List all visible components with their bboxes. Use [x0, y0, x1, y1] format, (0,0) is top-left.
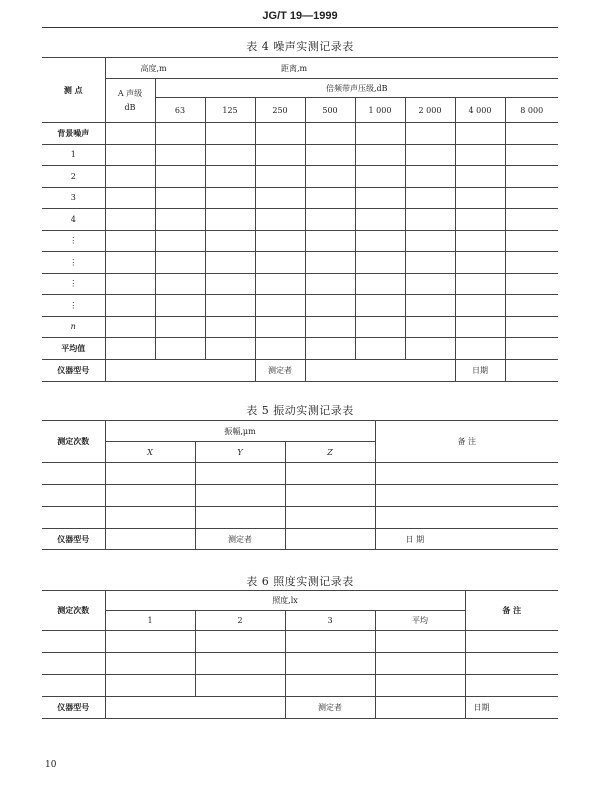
data-cell[interactable] — [305, 187, 355, 209]
noise-record-table — [42, 57, 558, 382]
axis-z: Z — [285, 442, 375, 463]
a-level-header — [105, 79, 155, 123]
data-cell[interactable] — [405, 338, 455, 360]
data-cell[interactable] — [405, 230, 455, 252]
data-cell[interactable] — [255, 252, 305, 274]
table-row — [42, 273, 558, 295]
freq-250: 250 — [255, 98, 305, 123]
tester-label: 测定者 — [255, 359, 305, 381]
data-cell[interactable] — [255, 338, 305, 360]
data-cell[interactable] — [105, 316, 155, 338]
data-cell[interactable] — [255, 209, 305, 231]
reading-2: 2 — [195, 611, 285, 631]
distance-label: 距离,m — [255, 58, 558, 79]
data-cell[interactable] — [255, 316, 305, 338]
data-cell[interactable] — [505, 273, 558, 295]
data-cell[interactable] — [105, 338, 155, 360]
illuminance-record-table — [42, 590, 558, 719]
data-cell[interactable] — [105, 273, 155, 295]
reading-3: 3 — [285, 611, 375, 631]
freq-4000: 4 000 — [455, 98, 505, 123]
data-cell[interactable] — [505, 209, 558, 231]
data-cell[interactable] — [405, 166, 455, 188]
data-cell[interactable] — [205, 316, 255, 338]
data-cell[interactable] — [505, 187, 558, 209]
data-cell[interactable] — [355, 273, 405, 295]
row-label: 1 — [42, 144, 105, 166]
data-cell[interactable] — [455, 273, 505, 295]
data-cell[interactable] — [155, 273, 205, 295]
data-cell[interactable] — [105, 187, 155, 209]
data-cell[interactable] — [505, 166, 558, 188]
row-label: ⋮ — [42, 230, 105, 252]
data-cell[interactable] — [155, 123, 205, 145]
remarks-header: 备 注 — [375, 421, 558, 463]
data-cell[interactable] — [305, 273, 355, 295]
data-cell[interactable] — [355, 209, 405, 231]
data-cell[interactable] — [505, 316, 558, 338]
data-cell[interactable] — [405, 123, 455, 145]
data-cell[interactable] — [455, 295, 505, 317]
instrument-value[interactable] — [105, 359, 255, 381]
table-row — [42, 166, 558, 188]
data-cell[interactable] — [505, 338, 558, 360]
data-cell[interactable] — [305, 144, 355, 166]
data-cell[interactable] — [155, 166, 205, 188]
data-cell[interactable] — [355, 166, 405, 188]
row-label: ⋮ — [42, 273, 105, 295]
data-cell[interactable] — [105, 252, 155, 274]
instrument-label: 仪器型号 — [42, 359, 105, 381]
data-cell[interactable] — [105, 230, 155, 252]
data-cell[interactable] — [155, 338, 205, 360]
data-cell[interactable] — [355, 295, 405, 317]
date-label: 日 期 — [375, 529, 558, 550]
data-cell[interactable] — [505, 144, 558, 166]
data-cell[interactable] — [455, 209, 505, 231]
row-label: n — [42, 316, 105, 338]
instrument-value[interactable] — [105, 697, 285, 719]
tester-label: 测定者 — [285, 697, 375, 719]
height-label: 高度,m — [105, 58, 255, 79]
a-level-unit: dB — [124, 102, 136, 112]
data-cell[interactable] — [355, 123, 405, 145]
data-cell[interactable] — [305, 338, 355, 360]
data-cell[interactable] — [255, 144, 305, 166]
data-cell[interactable] — [355, 230, 405, 252]
table-row — [42, 653, 558, 675]
amplitude-label: 振幅,μm — [105, 421, 375, 442]
data-cell[interactable] — [305, 166, 355, 188]
data-cell[interactable] — [355, 252, 405, 274]
data-cell[interactable] — [155, 316, 205, 338]
data-cell[interactable] — [155, 230, 205, 252]
data-cell[interactable] — [405, 295, 455, 317]
date-label: 日期 — [455, 359, 505, 381]
data-cell[interactable] — [305, 230, 355, 252]
data-cell[interactable] — [255, 230, 305, 252]
remarks-header: 备 注 — [465, 591, 558, 631]
row-label: ⋮ — [42, 252, 105, 274]
freq-500: 500 — [305, 98, 355, 123]
row-label: 背景噪声 — [42, 123, 105, 145]
table4-footer-row — [42, 359, 558, 381]
standard-header: JG/T 19—1999 — [262, 10, 338, 22]
data-cell[interactable] — [205, 144, 255, 166]
reading-average: 平均 — [375, 611, 465, 631]
data-cell[interactable] — [405, 316, 455, 338]
table-row — [42, 209, 558, 231]
data-cell[interactable] — [455, 338, 505, 360]
data-cell[interactable] — [155, 252, 205, 274]
header-rule — [42, 27, 558, 28]
table-row — [42, 187, 558, 209]
table-row — [42, 463, 558, 485]
tester-value[interactable] — [285, 529, 375, 550]
tester-value[interactable] — [375, 697, 465, 719]
data-cell[interactable] — [405, 273, 455, 295]
reading-1: 1 — [105, 611, 195, 631]
data-cell[interactable] — [305, 295, 355, 317]
table-row — [42, 485, 558, 507]
data-cell[interactable] — [255, 166, 305, 188]
data-cell[interactable] — [105, 144, 155, 166]
tester-label: 测定者 — [195, 529, 285, 550]
data-cell[interactable] — [505, 252, 558, 274]
row-label: ⋮ — [42, 295, 105, 317]
tester-value[interactable] — [305, 359, 455, 381]
data-cell[interactable] — [355, 338, 405, 360]
table6-footer-row — [42, 697, 558, 719]
data-cell[interactable] — [255, 187, 305, 209]
table6-caption: 表 6 照度实测记录表 — [246, 575, 354, 588]
data-cell[interactable] — [305, 209, 355, 231]
table5-footer-row — [42, 529, 558, 550]
data-cell[interactable] — [505, 123, 558, 145]
data-cell[interactable] — [205, 338, 255, 360]
illuminance-label: 照度,lx — [105, 591, 465, 611]
data-cell[interactable] — [455, 123, 505, 145]
data-cell[interactable] — [405, 209, 455, 231]
data-cell[interactable] — [205, 252, 255, 274]
data-cell[interactable] — [255, 295, 305, 317]
data-cell[interactable] — [155, 295, 205, 317]
date-label: 日期 — [465, 697, 558, 719]
count-header: 测定次数 — [42, 591, 105, 631]
data-cell[interactable] — [455, 187, 505, 209]
data-cell[interactable] — [205, 295, 255, 317]
page-number: 10 — [45, 760, 57, 770]
data-cell[interactable] — [455, 230, 505, 252]
freq-8000: 8 000 — [505, 98, 558, 123]
date-value[interactable] — [505, 359, 558, 381]
octave-label: 倍频带声压级,dB — [155, 79, 558, 98]
axis-x: X — [105, 442, 195, 463]
table-row — [42, 631, 558, 653]
data-cell[interactable] — [305, 252, 355, 274]
data-cell[interactable] — [105, 209, 155, 231]
vibration-record-table — [42, 420, 558, 550]
freq-125: 125 — [205, 98, 255, 123]
row-label: 3 — [42, 187, 105, 209]
data-cell[interactable] — [105, 295, 155, 317]
data-cell[interactable] — [305, 316, 355, 338]
data-cell[interactable] — [155, 187, 205, 209]
data-cell[interactable] — [255, 123, 305, 145]
point-header: 测 点 — [42, 58, 105, 123]
instrument-value[interactable] — [105, 529, 195, 550]
table-row — [42, 338, 558, 360]
data-cell[interactable] — [205, 187, 255, 209]
data-cell[interactable] — [355, 187, 405, 209]
a-level-label: A 声级 — [117, 88, 143, 98]
row-label: 4 — [42, 209, 105, 231]
data-cell[interactable] — [505, 230, 558, 252]
data-cell[interactable] — [205, 230, 255, 252]
instrument-label: 仪器型号 — [42, 697, 105, 719]
data-cell[interactable] — [105, 166, 155, 188]
data-cell[interactable] — [405, 252, 455, 274]
data-cell[interactable] — [405, 144, 455, 166]
table5-caption: 表 5 振动实测记录表 — [246, 404, 354, 417]
table-row — [42, 252, 558, 274]
data-cell[interactable] — [405, 187, 455, 209]
freq-63: 63 — [155, 98, 205, 123]
data-cell[interactable] — [205, 166, 255, 188]
data-cell[interactable] — [455, 252, 505, 274]
table-row — [42, 144, 558, 166]
data-cell[interactable] — [205, 273, 255, 295]
data-cell[interactable] — [455, 144, 505, 166]
row-label: 2 — [42, 166, 105, 188]
data-cell[interactable] — [205, 123, 255, 145]
table4-caption: 表 4 噪声实测记录表 — [246, 40, 354, 53]
data-cell[interactable] — [355, 144, 405, 166]
data-cell[interactable] — [105, 123, 155, 145]
table-row — [42, 230, 558, 252]
data-cell[interactable] — [255, 273, 305, 295]
axis-y: Y — [195, 442, 285, 463]
data-cell[interactable] — [455, 316, 505, 338]
table-row — [42, 316, 558, 338]
table-row — [42, 123, 558, 145]
row-label: 平均值 — [42, 338, 105, 360]
data-cell[interactable] — [455, 166, 505, 188]
freq-1000: 1 000 — [355, 98, 405, 123]
data-cell[interactable] — [505, 295, 558, 317]
table-row — [42, 295, 558, 317]
data-cell[interactable] — [155, 209, 205, 231]
data-cell[interactable] — [305, 123, 355, 145]
freq-2000: 2 000 — [405, 98, 455, 123]
table-row — [42, 507, 558, 529]
instrument-label: 仪器型号 — [42, 529, 105, 550]
data-cell[interactable] — [205, 209, 255, 231]
table-row — [42, 675, 558, 697]
data-cell[interactable] — [355, 316, 405, 338]
count-header: 测定次数 — [42, 421, 105, 463]
data-cell[interactable] — [155, 144, 205, 166]
